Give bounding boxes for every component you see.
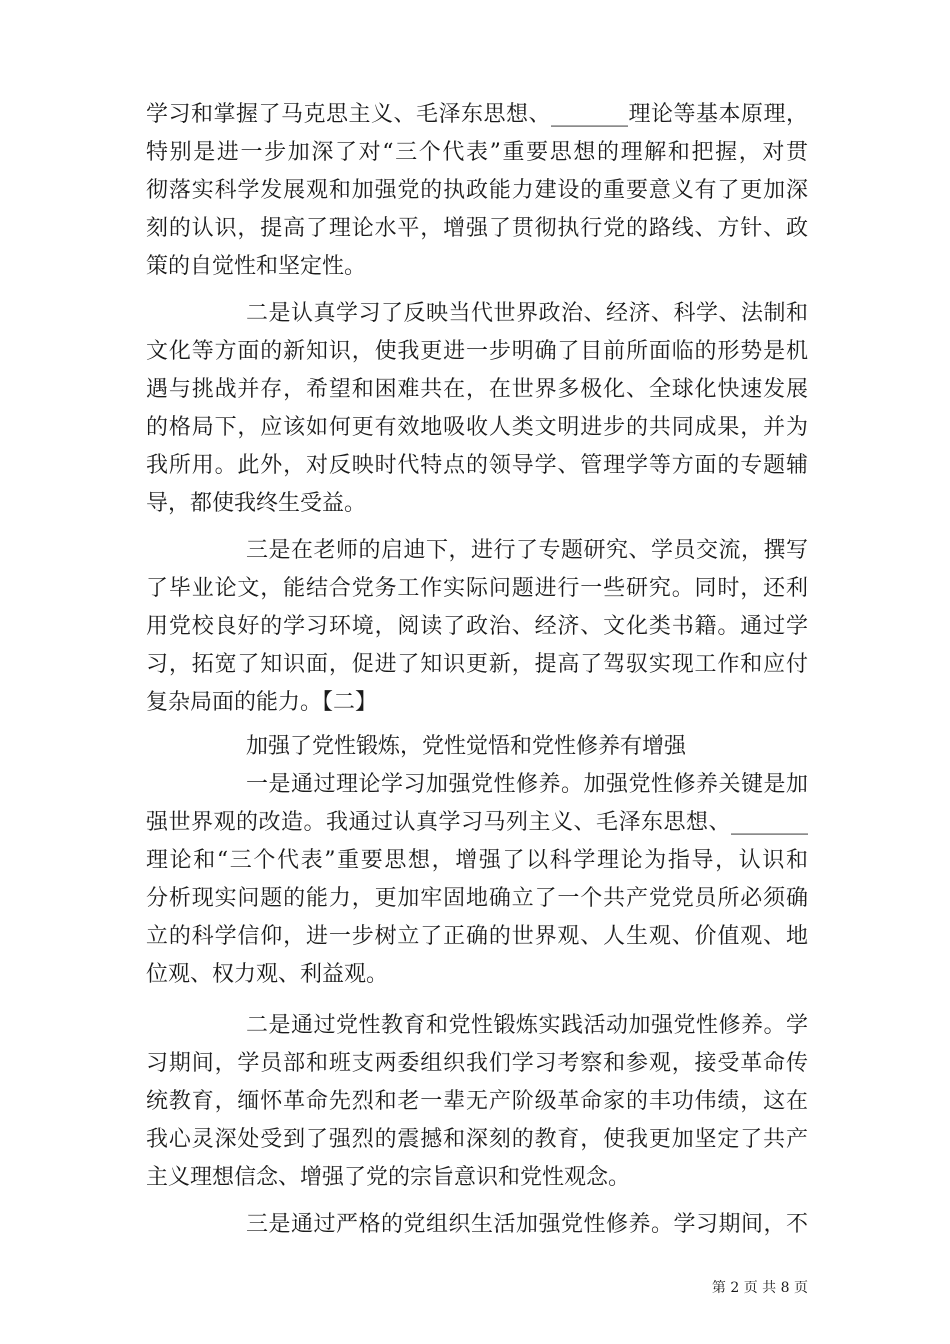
- text-line: 文化等方面的新知识，使我更进一步明确了目前所面临的形势是机: [146, 339, 808, 364]
- text-line: 位观、权力观、利益观。: [146, 962, 389, 987]
- page-number: 第 2 页 共 8 页: [711, 1280, 808, 1296]
- text-line: 了毕业论文，能结合党务工作实际问题进行一些研究。同时，还利: [146, 576, 808, 601]
- text-line: 用党校良好的学习环境，阅读了政治、经济、文化类书籍。通过学: [146, 614, 808, 639]
- page-footer: [0, 1277, 950, 1297]
- text-line: 统教育，缅怀革命先烈和老一辈无产阶级革命家的丰功伟绩，这在: [146, 1089, 808, 1114]
- text-line: 一是通过理论学习加强党性修养。加强党性修养关键是加: [246, 772, 808, 797]
- text-line: 刻的认识，提高了理论水平，增强了贯彻执行党的路线、方针、政: [146, 216, 808, 241]
- text-line: 彻落实科学发展观和加强党的执政能力建设的重要意义有了更加深: [146, 178, 808, 203]
- text-line: 理论和“三个代表”重要思想，增强了以科学理论为指导，认识和: [146, 848, 808, 873]
- text-line: 的格局下，应该如何更有效地吸收人类文明进步的共同成果，并为: [146, 415, 808, 440]
- text-line: 导，都使我终生受益。: [146, 491, 367, 516]
- text-line: 策的自觉性和坚定性。: [146, 254, 367, 279]
- text-line: 二是通过党性教育和党性锻炼实践活动加强党性修养。学: [246, 1013, 808, 1038]
- text-line: 立的科学信仰，进一步树立了正确的世界观、人生观、价值观、地: [146, 924, 808, 949]
- text-line: 强世界观的改造。我通过认真学习马列主义、毛泽东思想、_______: [146, 810, 808, 835]
- text-line: 遇与挑战并存，希望和困难共在，在世界多极化、全球化快速发展: [146, 377, 808, 402]
- text-line: 习，拓宽了知识面，促进了知识更新，提高了驾驭实现工作和应付: [146, 652, 808, 677]
- text-line: 我心灵深处受到了强烈的震撼和深刻的教育，使我更加坚定了共产: [146, 1127, 808, 1152]
- text-line: 习期间，学员部和班支两委组织我们学习考察和参观，接受革命传: [146, 1051, 808, 1076]
- text-line: 二是认真学习了反映当代世界政治、经济、科学、法制和: [246, 301, 808, 326]
- text-line: 我所用。此外，对反映时代特点的领导学、管理学等方面的专题辅: [146, 453, 808, 478]
- text-line: 复杂局面的能力。【二】: [146, 690, 378, 715]
- text-line: 三是通过严格的党组织生活加强党性修养。学习期间，不: [246, 1212, 808, 1237]
- text-line: 主义理想信念、增强了党的宗旨意识和党性观念。: [146, 1165, 631, 1190]
- text-line: 学习和掌握了马克思主义、毛泽东思想、_______理论等基本原理，: [146, 102, 808, 127]
- text-line: 加强了党性锻炼，党性觉悟和党性修养有增强: [246, 734, 687, 759]
- text-line: 三是在老师的启迪下，进行了专题研究、学员交流，撰写: [246, 538, 808, 563]
- text-line: 分析现实问题的能力，更加牢固地确立了一个共产党党员所必须确: [146, 886, 808, 911]
- text-line: 特别是进一步加深了对“三个代表”重要思想的理解和把握，对贯: [146, 140, 808, 165]
